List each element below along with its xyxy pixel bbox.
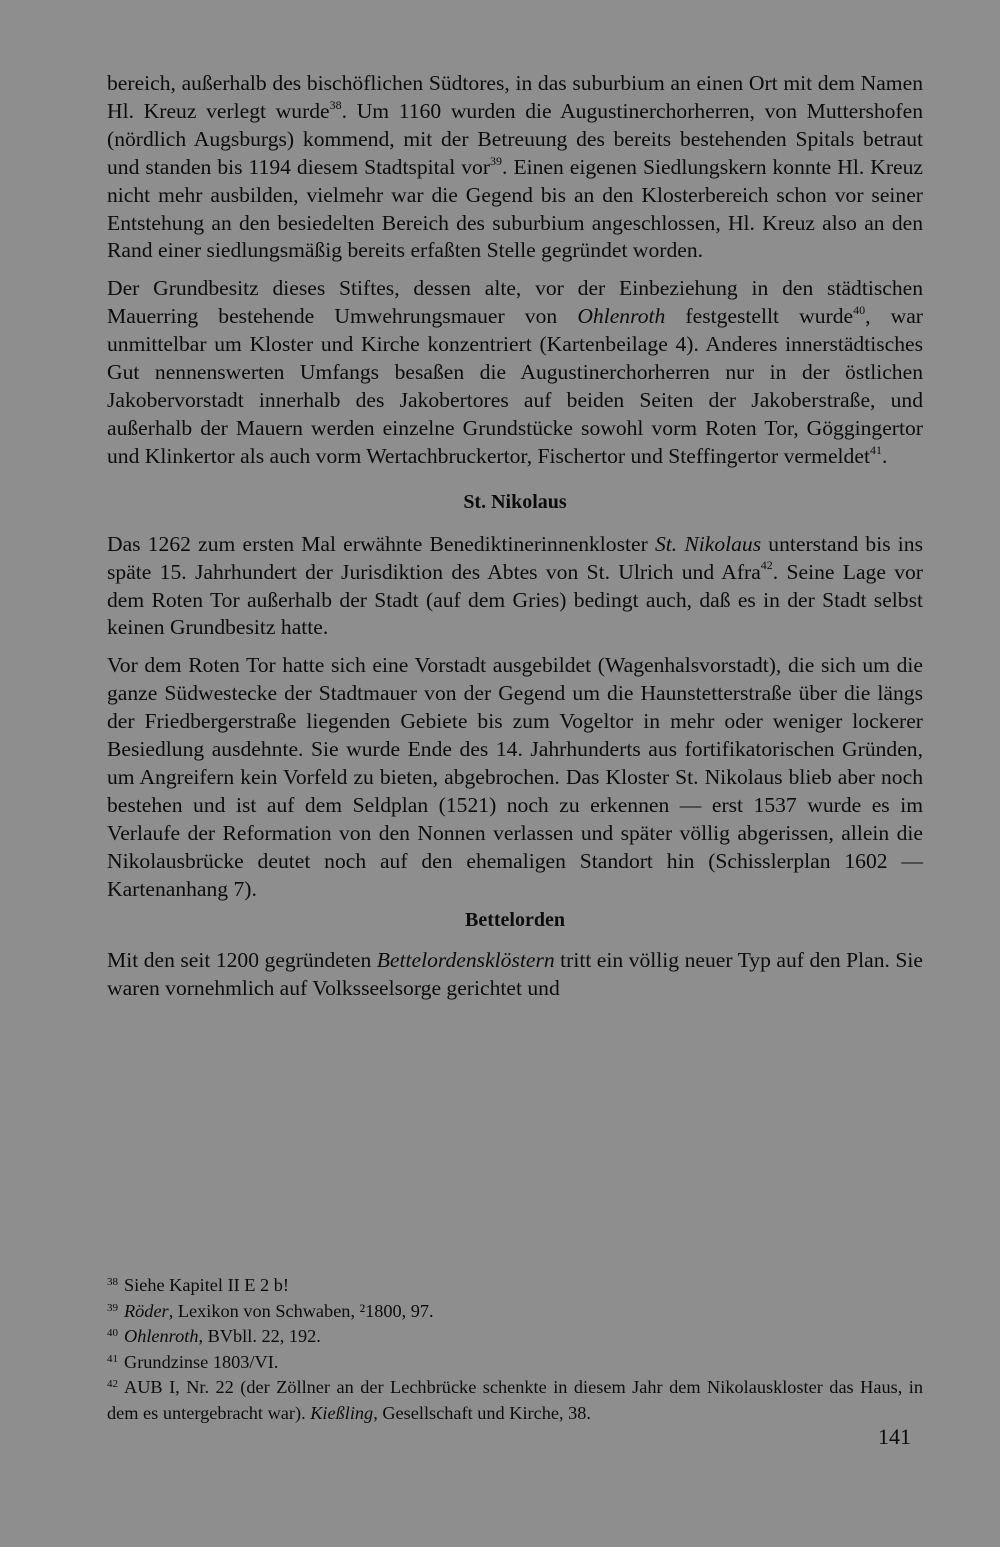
main-text <box>107 70 923 1003</box>
text-run: festgestellt wurde <box>665 304 854 329</box>
text-run: tritt ein völlig neuer Typ auf den Plan. Sie waren vornehmlich auf Volksseelsorge gerichtet und <box>107 948 923 1001</box>
footnote-number: 39 <box>107 1301 118 1314</box>
footnote-number: 42 <box>107 1378 118 1390</box>
footnote-author: Röder <box>124 1300 169 1321</box>
text-run: bereich, außerhalb des bischöflichen Südtores, in das suburbium an einen Ort mit dem Namen Hl. Kreuz verlegt wurde <box>107 71 923 123</box>
section-heading-st-nikolaus: St. Nikolaus <box>463 490 567 513</box>
footnote-ref: 42 <box>760 558 773 573</box>
footnote-number: 38 <box>107 1276 118 1288</box>
text-run: unterstand bis ins späte 15. Jahrhundert der Jurisdiktion des Abtes von St. Ulrich und Afra <box>107 531 923 584</box>
text-run: . Einen eigenen Siedlungskern konnte Hl. Kreuz nicht mehr ausbilden, vielmehr war die Gegend bis an den Klosterbereich schon vor seiner Entstehung an den besiedelten Bereich des suburbium angeschlossen, Hl. Kreuz also an den Rand einer siedlungsmäßig bereits erfaßten Stelle gegründet worden. <box>107 154 923 263</box>
footnote-author: Ohlenroth <box>124 1326 199 1346</box>
footnote-42 <box>107 1376 923 1424</box>
paragraph-4: Vor dem Roten Tor hatte sich eine Vorstadt ausgebildet (Wagenhalsvorstadt), die sich um die ganze Südwestecke der Stadtmauer von der Gegend um die Haunstetterstraße über die längs der Friedbergerstraße liegenden Gebiete bis zum Vogeltor in mehr oder weniger lockerer Besiedlung ausdehnte. Sie wurde Ende des 14. Jahrhunderts aus fortifikatorischen Gründen, um Angreifern kein Vorfeld zu bieten, abgebrochen. Das Kloster St. Nikolaus blieb aber noch bestehen und ist auf dem Seldplan (1521) noch zu erkennen — erst 1537 wurde es im Verlaufe der Reformation von den Nonnen verlassen und später völlig abgerissen, allein die Nikolausbrücke deutet noch auf den ehemaligen Standort hin (Schisslerplan 1602 — Kartenanhang 7). <box>107 653 923 901</box>
section-heading-bettelorden: Bettelorden <box>465 909 565 932</box>
author-name: Ohlenroth <box>577 304 666 329</box>
footnote-text: Siehe Kapitel II E 2 b! <box>124 1275 289 1295</box>
text-run: Mit den seit 1200 gegründeten <box>107 948 377 973</box>
footnotes <box>107 1274 923 1424</box>
footnote-ref: 39 <box>490 153 503 168</box>
footnote-ref: 38 <box>329 97 342 112</box>
emphasized-term: St. Nikolaus <box>654 531 762 556</box>
footnote-41 <box>107 1351 923 1377</box>
text-run: . Um 1160 wurden die Augustinerchorherren, von Muttershofen (nördlich Augsburgs) kommend, mit der Betreuung des bereits bestehenden Spitals betraut und standen bis 1194 diesem Stadtspital vor <box>107 98 924 179</box>
footnote-text: , Gesellschaft und Kirche, 38. <box>373 1402 591 1423</box>
text-run: Der Grundbesitz dieses Stiftes, dessen alte, vor der Einbeziehung in den städtischen Mauerring bestehende Umwehrungsmauer von <box>107 276 923 329</box>
footnote-ref: 40 <box>853 303 866 318</box>
text-run: . Seine Lage vor dem Roten Tor außerhalb der Stadt (auf dem Gries) bedingt auch, daß es in der Stadt selbst keinen Grundbesitz hatte. <box>107 559 923 640</box>
text-run: . <box>881 443 888 468</box>
footnote-author: Kießling <box>310 1402 374 1423</box>
footnote-38 <box>107 1274 923 1300</box>
paragraph-1 <box>107 70 923 265</box>
text-run: , war unmittelbar um Kloster und Kirche konzentriert (Kartenbeilage 4). Anderes innerstädtisches Gut nennenswerten Umfangs besaßen die Augustinerchorherren nur in der östlichen Jakobervorstadt innerhalb des Jakobertores auf beiden Seiten der Jakoberstraße, und außerhalb der Mauern werden einzelne Grundstücke sowohl vorm Roten Tor, Göggingertor und Klinkertor als auch vorm Wertachbruckertor, Fischertor und Steffingertor vermeldet <box>107 304 924 468</box>
footnote-number: 40 <box>107 1327 118 1339</box>
paragraph-5 <box>107 947 923 1003</box>
footnote-ref: 41 <box>869 442 882 457</box>
page-number: 141 <box>878 1424 911 1449</box>
paragraph-3 <box>107 531 923 643</box>
paragraph-2 <box>107 275 923 470</box>
text-run: Das 1262 zum ersten Mal erwähnte Benediktinerinnenkloster <box>107 531 655 556</box>
footnote-39 <box>107 1300 923 1326</box>
footnote-text: Grundzinse 1803/VI. <box>124 1351 279 1372</box>
emphasized-term: Bettelordensklöstern <box>376 948 555 973</box>
footnote-text: AUB I, Nr. 22 (der Zöllner an der Lechbrücke schenkte in diesem Jahr dem Nikolauskloster das Haus, in dem es untergebracht war). <box>107 1377 923 1423</box>
footnote-40 <box>107 1325 923 1351</box>
footnote-number: 41 <box>107 1352 118 1365</box>
footnote-text: , BVbll. 22, 192. <box>198 1326 321 1346</box>
footnote-text: , Lexikon von Schwaben, ²1800, 97. <box>168 1300 434 1321</box>
